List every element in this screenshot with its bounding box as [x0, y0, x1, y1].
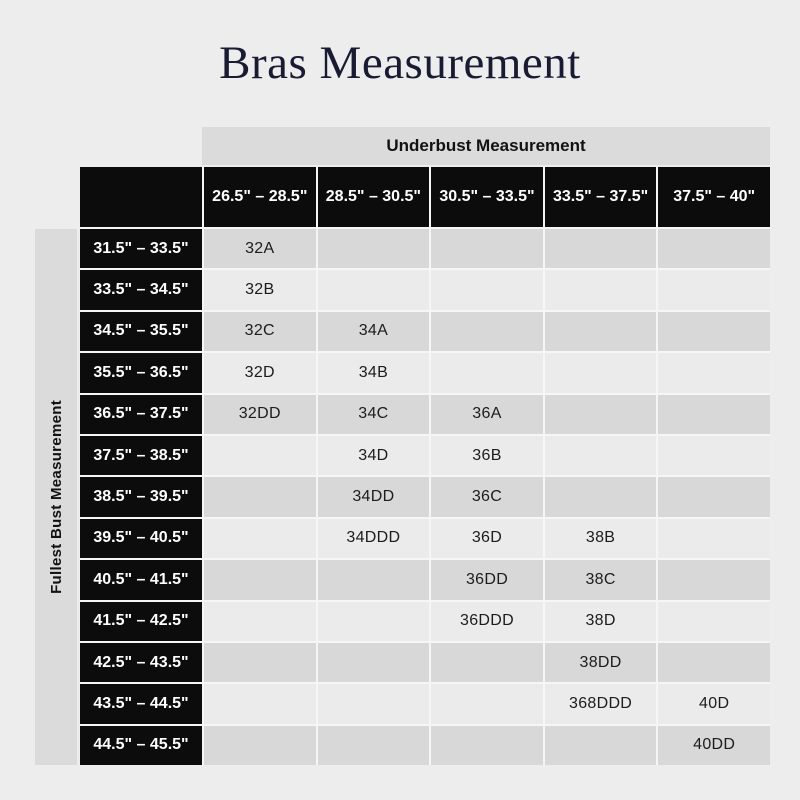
size-cell [204, 643, 316, 682]
size-cell [204, 560, 316, 599]
size-cell: 38C [545, 560, 657, 599]
size-cell [204, 477, 316, 516]
size-cell [658, 270, 770, 309]
row-header: 33.5" – 34.5" [80, 270, 202, 309]
size-cell: 34DDD [318, 519, 430, 558]
size-cell [545, 477, 657, 516]
size-cell [545, 312, 657, 351]
size-cell: 36D [431, 519, 543, 558]
column-header: 26.5" – 28.5" [204, 167, 316, 227]
size-cell: 38D [545, 602, 657, 641]
size-cell [318, 270, 430, 309]
size-cell [545, 436, 657, 475]
size-cell [318, 643, 430, 682]
size-cell [658, 602, 770, 641]
size-cell [545, 353, 657, 392]
size-cell: 38DD [545, 643, 657, 682]
size-cell [431, 229, 543, 268]
row-header: 39.5" – 40.5" [80, 519, 202, 558]
row-header: 40.5" – 41.5" [80, 560, 202, 599]
size-cell [318, 726, 430, 765]
page-title: Bras Measurement [219, 37, 581, 89]
size-cell [204, 726, 316, 765]
size-cell [204, 602, 316, 641]
row-header: 31.5" – 33.5" [80, 229, 202, 268]
size-cell: 34B [318, 353, 430, 392]
row-header: 36.5" – 37.5" [80, 395, 202, 434]
size-cell [318, 684, 430, 723]
size-cell [204, 684, 316, 723]
size-cell: 40D [658, 684, 770, 723]
size-cell: 38B [545, 519, 657, 558]
column-header: 30.5" – 33.5" [431, 167, 543, 227]
size-cell [318, 602, 430, 641]
row-header: 43.5" – 44.5" [80, 684, 202, 723]
table-corner-cell [80, 167, 202, 227]
row-header: 37.5" – 38.5" [80, 436, 202, 475]
size-cell [431, 353, 543, 392]
bra-size-chart-table [80, 167, 770, 765]
size-cell [431, 270, 543, 309]
row-header: 41.5" – 42.5" [80, 602, 202, 641]
size-cell: 32B [204, 270, 316, 309]
size-cell [318, 560, 430, 599]
size-cell [545, 229, 657, 268]
size-cell [204, 436, 316, 475]
size-cell [658, 395, 770, 434]
size-cell [431, 643, 543, 682]
row-header: 44.5" – 45.5" [80, 726, 202, 765]
size-cell [431, 684, 543, 723]
size-cell [545, 270, 657, 309]
size-cell [545, 726, 657, 765]
fullest-bust-measurement-header [35, 229, 77, 765]
size-cell: 34D [318, 436, 430, 475]
size-cell [658, 519, 770, 558]
column-header: 28.5" – 30.5" [318, 167, 430, 227]
size-cell [658, 643, 770, 682]
size-cell: 34DD [318, 477, 430, 516]
size-cell: 40DD [658, 726, 770, 765]
column-header: 33.5" – 37.5" [545, 167, 657, 227]
size-cell [658, 560, 770, 599]
size-cell: 34A [318, 312, 430, 351]
fullest-bust-measurement-label: Fullest Bust Measurement [47, 400, 65, 594]
size-cell [658, 312, 770, 351]
size-cell [658, 353, 770, 392]
size-cell: 34C [318, 395, 430, 434]
size-cell: 36DD [431, 560, 543, 599]
size-cell: 32C [204, 312, 316, 351]
size-cell: 36C [431, 477, 543, 516]
row-header: 38.5" – 39.5" [80, 477, 202, 516]
size-cell: 32DD [204, 395, 316, 434]
underbust-measurement-header [202, 127, 770, 165]
size-cell [204, 519, 316, 558]
size-cell: 36A [431, 395, 543, 434]
size-cell: 36DDD [431, 602, 543, 641]
size-cell [431, 312, 543, 351]
size-cell [658, 477, 770, 516]
row-header: 35.5" – 36.5" [80, 353, 202, 392]
row-header: 34.5" – 35.5" [80, 312, 202, 351]
row-header: 42.5" – 43.5" [80, 643, 202, 682]
size-cell: 36B [431, 436, 543, 475]
size-cell: 368DDD [545, 684, 657, 723]
size-cell [658, 229, 770, 268]
size-cell [431, 726, 543, 765]
size-cell [318, 229, 430, 268]
underbust-measurement-label: Underbust Measurement [386, 136, 586, 155]
size-cell: 32A [204, 229, 316, 268]
size-cell [545, 395, 657, 434]
size-cell: 32D [204, 353, 316, 392]
column-header: 37.5" – 40" [658, 167, 770, 227]
size-cell [658, 436, 770, 475]
